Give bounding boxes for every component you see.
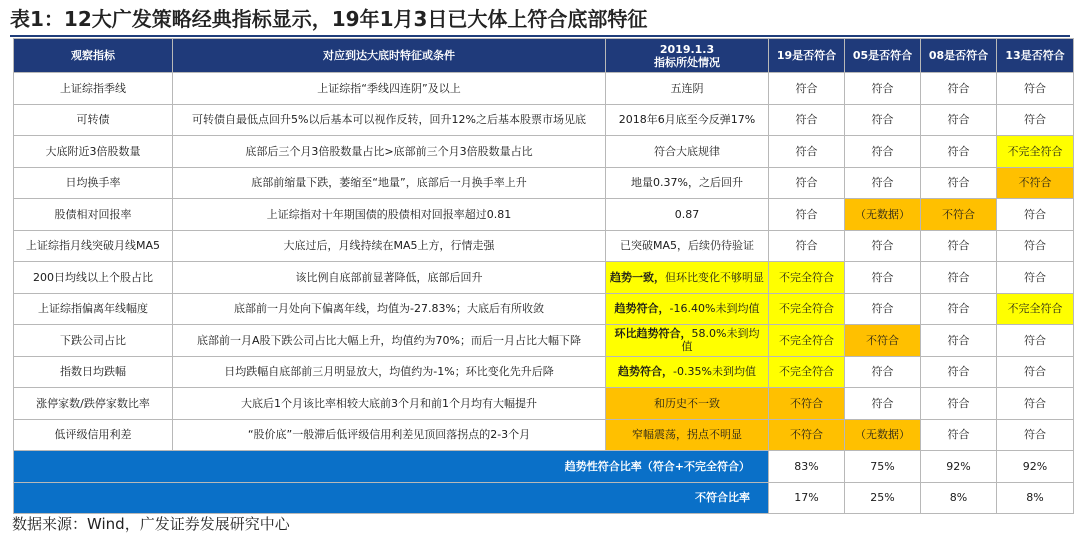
indicator-cell: 低评级信用利差 [14,419,173,451]
condition-cell: 底部后三个月3倍股数量占比>底部前三个月3倍股数量占比 [173,136,606,168]
y19-cell: 符合 [769,104,845,136]
status-emphasis: 趋势一致， [610,270,665,284]
condition-cell: 大底过后，月线持续在MA5上方，行情走强 [173,230,606,262]
status-cell [606,293,769,325]
summary-row [14,451,1074,483]
y08-cell: 符合 [921,104,997,136]
y05-cell: 符合 [845,230,921,262]
indicator-cell: 股债相对回报率 [14,199,173,231]
table-title: 表1：12大广发策略经典指标显示，19年1月3日已大体上符合底部特征 [10,7,648,31]
condition-cell: 上证综指“季线四连阴”及以上 [173,73,606,105]
y19-cell: 符合 [769,73,845,105]
summary-row [14,482,1074,514]
y19-cell: 符合 [769,167,845,199]
condition-cell: 日均跌幅自底部前三月明显放大，均值约为-1%；环比变化先升后降 [173,356,606,388]
indicator-table [13,38,1074,514]
y13-cell: 符合 [997,230,1074,262]
header-y05: 05是否符合 [845,39,921,73]
summary-y08: 92% [921,451,997,483]
y08-cell: 符合 [921,230,997,262]
indicator-cell: 下跌公司占比 [14,325,173,357]
indicator-cell: 大底附近3倍股数量 [14,136,173,168]
y05-cell: 符合 [845,104,921,136]
y08-cell: 符合 [921,356,997,388]
table-row [14,199,1074,231]
condition-cell: 可转债自最低点回升5%以后基本可以视作反转，回升12%之后基本股票市场见底 [173,104,606,136]
status-cell: 0.87 [606,199,769,231]
table-row [14,136,1074,168]
header-status-date: 2019.1.3 [659,42,715,56]
y19-cell: 不完全符合 [769,262,845,294]
y05-cell: 符合 [845,388,921,420]
indicator-cell: 可转债 [14,104,173,136]
y13-cell: 符合 [997,73,1074,105]
y19-cell: 不完全符合 [769,325,845,357]
header-y19: 19是否符合 [769,39,845,73]
header-condition: 对应到达大底时特征或条件 [173,39,606,73]
status-emphasis: 环比趋势符合， [614,327,692,341]
status-cell: 窄幅震荡，拐点不明显 [606,419,769,451]
y08-cell: 符合 [921,419,997,451]
condition-cell: 底部前一月A股下跌公司占比大幅上升，均值约为70%；而后一月占比大幅下降 [173,325,606,357]
y08-cell: 符合 [921,136,997,168]
table-row [14,325,1074,357]
summary-y19: 17% [769,482,845,514]
status-cell: 地量0.37%，之后回升 [606,167,769,199]
y13-cell: 不符合 [997,167,1074,199]
summary-label: 不符合比率 [14,482,769,514]
header-indicator: 观察指标 [14,39,173,73]
summary-y05: 75% [845,451,921,483]
table-row [14,356,1074,388]
y13-cell: 符合 [997,262,1074,294]
status-detail: 58.0%未到均值 [681,327,760,354]
condition-cell: 大底后1个月该比率相较大底前3个月和前1个月均有大幅提升 [173,388,606,420]
status-cell [606,325,769,357]
status-cell: 2018年6月底至今反弹17% [606,104,769,136]
y19-cell: 符合 [769,230,845,262]
y05-cell: 不符合 [845,325,921,357]
y13-cell: 不完全符合 [997,293,1074,325]
status-detail: 但环比变化不够明显 [665,270,764,284]
status-cell: 和历史不一致 [606,388,769,420]
y19-cell: 符合 [769,199,845,231]
table-row [14,293,1074,325]
status-detail: -16.40%未到均值 [669,302,760,316]
y13-cell: 符合 [997,104,1074,136]
y05-cell: 符合 [845,73,921,105]
status-emphasis: 趋势符合， [618,365,674,379]
header-row [14,39,1074,73]
source-note: 数据来源：Wind，广发证券发展研究中心 [12,515,290,533]
y08-cell: 符合 [921,293,997,325]
condition-cell: 底部前一月处向下偏离年线，均值为-27.83%；大底后有所收敛 [173,293,606,325]
status-cell [606,356,769,388]
indicator-cell: 200日均线以上个股占比 [14,262,173,294]
y13-cell: 符合 [997,325,1074,357]
y19-cell: 不符合 [769,388,845,420]
table-row [14,230,1074,262]
status-cell: 五连阴 [606,73,769,105]
indicator-cell: 指数日均跌幅 [14,356,173,388]
table-row [14,73,1074,105]
indicator-cell: 上证综指月线突破月线MA5 [14,230,173,262]
y13-cell: 符合 [997,388,1074,420]
y08-cell: 符合 [921,167,997,199]
indicator-cell: 日均换手率 [14,167,173,199]
summary-y13: 92% [997,451,1074,483]
y05-cell: 符合 [845,293,921,325]
y05-cell: 符合 [845,136,921,168]
y13-cell: 符合 [997,419,1074,451]
y08-cell: 符合 [921,73,997,105]
y19-cell: 不符合 [769,419,845,451]
table-row [14,388,1074,420]
summary-label: 趋势性符合比率（符合+不完全符合） [14,451,769,483]
indicator-cell: 涨停家数/跌停家数比率 [14,388,173,420]
summary-y19: 83% [769,451,845,483]
condition-cell: 该比例自底部前显著降低，底部后回升 [173,262,606,294]
y05-cell: 符合 [845,356,921,388]
status-cell [606,262,769,294]
summary-y13: 8% [997,482,1074,514]
indicator-cell: 上证综指季线 [14,73,173,105]
status-cell: 已突破MA5，后续仍待验证 [606,230,769,262]
y08-cell: 符合 [921,325,997,357]
summary-y05: 25% [845,482,921,514]
condition-cell: 底部前缩量下跌，萎缩至“地量”，底部后一月换手率上升 [173,167,606,199]
y19-cell: 符合 [769,136,845,168]
y13-cell: 符合 [997,356,1074,388]
y05-cell: 符合 [845,262,921,294]
status-emphasis: 趋势符合， [614,302,670,316]
status-cell: 符合大底规律 [606,136,769,168]
y08-cell: 符合 [921,262,997,294]
table-row [14,104,1074,136]
header-y13: 13是否符合 [997,39,1074,73]
header-y08: 08是否符合 [921,39,997,73]
y05-cell: 符合 [845,167,921,199]
condition-cell: 上证综指对十年期国债的股债相对回报率超过0.81 [173,199,606,231]
table-row [14,167,1074,199]
condition-cell: “股价底”一般滞后低评级信用利差见顶回落拐点的2-3个月 [173,419,606,451]
indicator-cell: 上证综指偏离年线幅度 [14,293,173,325]
header-status-sub: 指标所处情况 [654,55,720,69]
title-rule [10,35,1070,37]
y19-cell: 不完全符合 [769,293,845,325]
y05-cell: （无数据） [845,199,921,231]
status-detail: -0.35%未到均值 [673,365,756,379]
table-row [14,262,1074,294]
summary-y08: 8% [921,482,997,514]
y08-cell: 符合 [921,388,997,420]
y19-cell: 不完全符合 [769,356,845,388]
table-row [14,419,1074,451]
y13-cell: 符合 [997,199,1074,231]
y08-cell: 不符合 [921,199,997,231]
y13-cell: 不完全符合 [997,136,1074,168]
y05-cell: （无数据） [845,419,921,451]
header-status [606,39,769,73]
